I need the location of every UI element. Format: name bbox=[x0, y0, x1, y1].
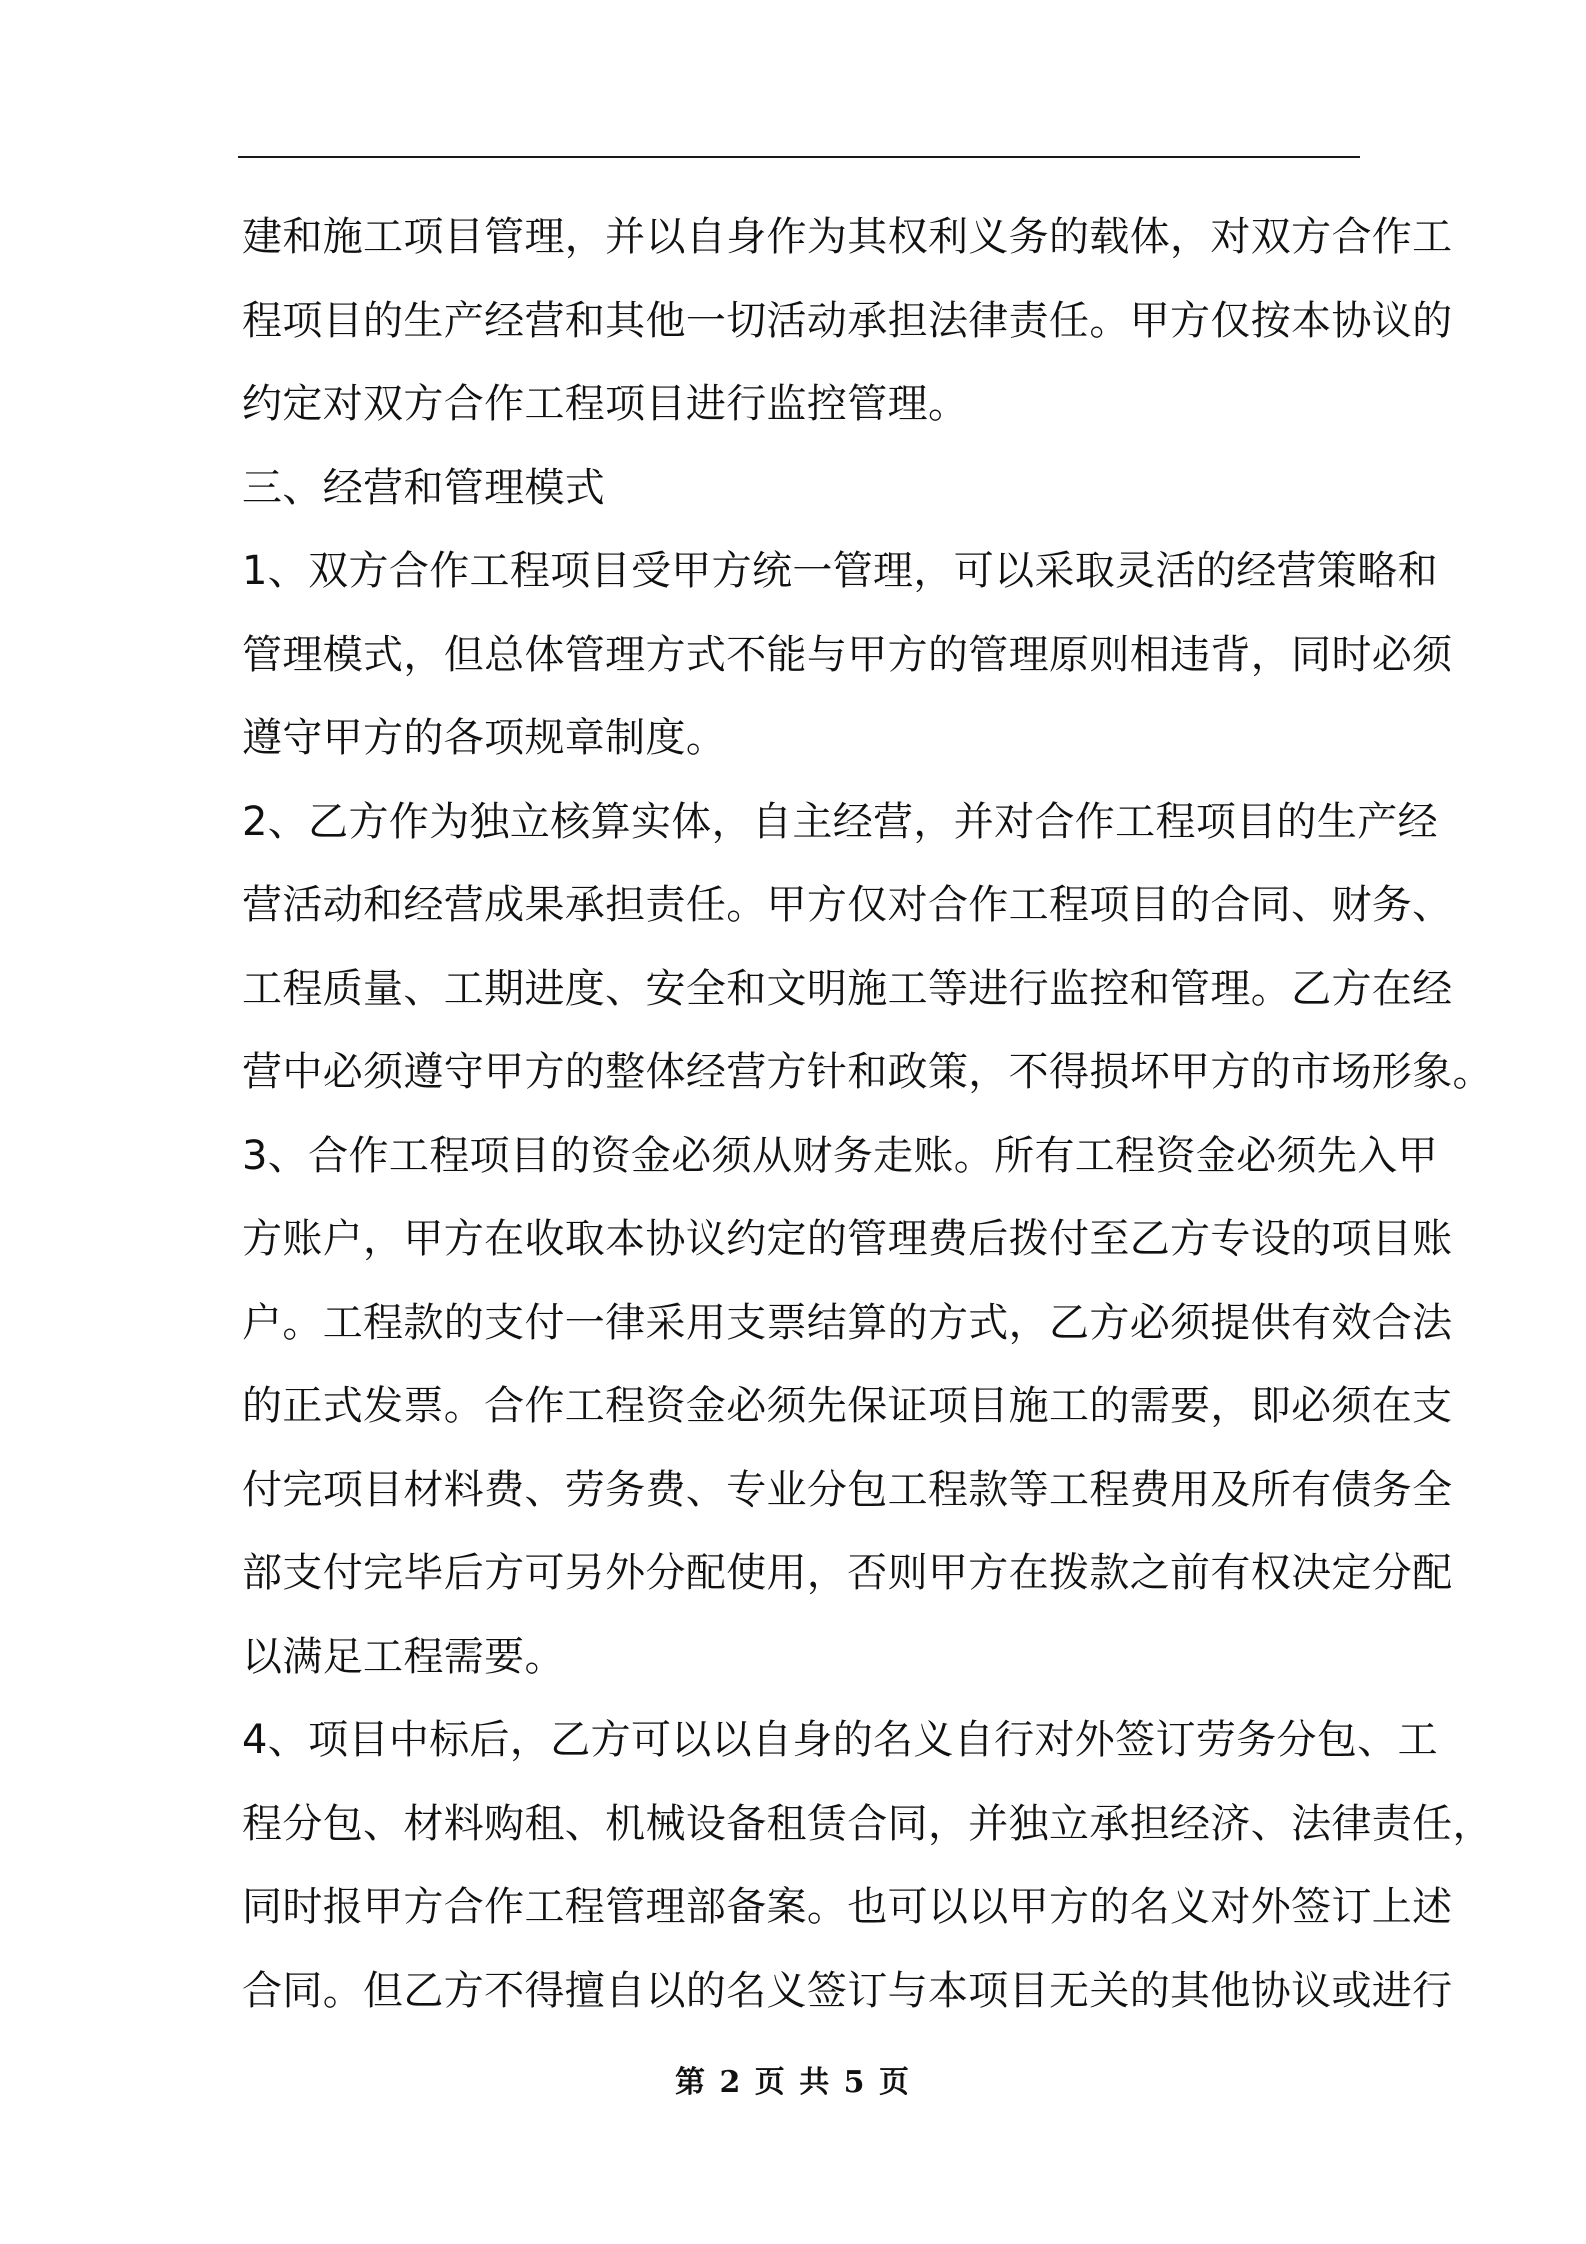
text-line: 营中必须遵守甲方的整体经营方针和政策，不得损坏甲方的市场形象。 bbox=[242, 1049, 1493, 1095]
text-line: 合同。但乙方不得擅自以的名义签订与本项目无关的其他协议或进行 bbox=[242, 1967, 1453, 2014]
text-line: 方账户，甲方在收取本协议约定的管理费后拨付至乙方专设的项目账 bbox=[242, 1216, 1453, 1262]
text-line: 以满足工程需要。 bbox=[242, 1633, 565, 1680]
text-line: 3、合作工程项目的资金必须从财务走账。所有工程资金必须先入甲 bbox=[242, 1132, 1438, 1179]
text-line: 程项目的生产经营和其他一切活动承担法律责任。甲方仅按本协议的 bbox=[242, 297, 1453, 344]
text-line: 4、项目中标后，乙方可以以自身的名义自行对外签订劳务分包、工 bbox=[242, 1717, 1438, 1763]
text-line: 1、双方合作工程项目受甲方统一管理，可以采取灵活的经营策略和 bbox=[242, 548, 1438, 594]
text-line: 的正式发票。合作工程资金必须先保证项目施工的需要，即必须在支 bbox=[242, 1383, 1453, 1429]
section-heading: 三、经营和管理模式 bbox=[242, 464, 606, 511]
page-footer bbox=[0, 2057, 1586, 2101]
text-line: 户。工程款的支付一律采用支票结算的方式，乙方必须提供有效合法 bbox=[242, 1299, 1453, 1346]
page-number: 第 2 页 共 5 页 bbox=[675, 2065, 911, 2100]
text-line: 营活动和经营成果承担责任。甲方仅对合作工程项目的合同、财务、 bbox=[242, 882, 1453, 928]
text-line: 程分包、材料购租、机械设备租赁合同，并独立承担经济、法律责任， bbox=[242, 1800, 1493, 1847]
text-line: 约定对双方合作工程项目进行监控管理。 bbox=[242, 381, 969, 427]
text-line: 工程质量、工期进度、安全和文明施工等进行监控和管理。乙方在经 bbox=[242, 965, 1453, 1012]
text-line: 同时报甲方合作工程管理部备案。也可以以甲方的名义对外签订上述 bbox=[242, 1884, 1453, 1930]
text-line: 管理模式，但总体管理方式不能与甲方的管理原则相违背，同时必须 bbox=[242, 631, 1453, 678]
header-rule bbox=[238, 156, 1360, 158]
text-line: 建和施工项目管理，并以自身作为其权利义务的载体，对双方合作工 bbox=[242, 214, 1453, 260]
text-line: 2、乙方作为独立核算实体，自主经营，并对合作工程项目的生产经 bbox=[242, 798, 1438, 845]
text-line: 遵守甲方的各项规章制度。 bbox=[242, 715, 727, 761]
text-line: 付完项目材料费、劳务费、专业分包工程款等工程费用及所有债务全 bbox=[242, 1466, 1453, 1513]
document-body bbox=[242, 196, 1493, 2033]
text-line: 部支付完毕后方可另外分配使用，否则甲方在拨款之前有权决定分配 bbox=[242, 1550, 1453, 1596]
